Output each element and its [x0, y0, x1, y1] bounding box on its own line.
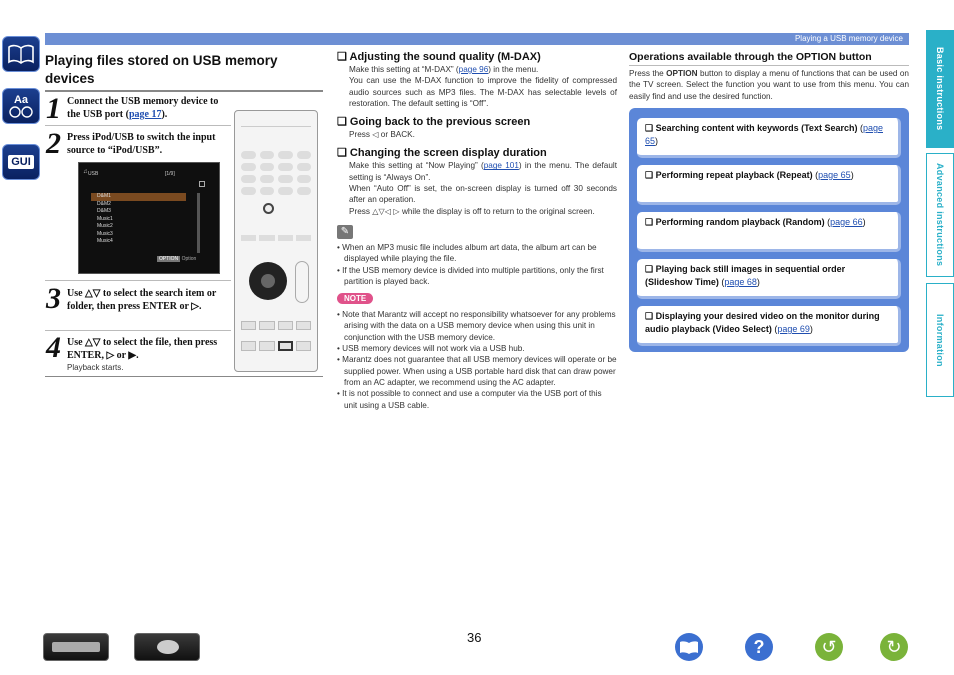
ipod-usb-button [263, 203, 274, 214]
screen-file-item: D&M3 [97, 208, 111, 214]
help-question-icon[interactable]: ? [745, 633, 773, 661]
text: Press the [629, 69, 667, 78]
column-3 [629, 50, 909, 102]
bullet-item: • Note that Marantz will accept no responsibility whatsoever for any problems arising with the data on a USB memory device when using this unit in conjunction with the USB memory device. [337, 310, 616, 342]
duration-p2: When “Auto Off” is set, the on-screen display is turned off 30 seconds after an operation. [349, 184, 617, 205]
bullet-item: • It is not possible to connect and use a computer via the USB port of this unit using a USB cable. [337, 389, 602, 410]
checkbox-icon: ❏ [645, 217, 656, 227]
option-item-text: Playing back still images in sequential order (Slideshow Time) [645, 264, 846, 287]
text: ) in the menu. [488, 65, 539, 74]
screen-file-list [91, 193, 186, 246]
step-2-text: Press iPod/USB to switch the input source to “iPod/USB”. [67, 132, 216, 156]
back-p1: Press ◁ or BACK. [349, 130, 415, 140]
bullet-text: Note that Marantz will accept no responsibility whatsoever for any problems arising with the data on a USB memory device when using this unit in conjunction with the USB memory device. [342, 310, 616, 342]
rear-panel-icon[interactable] [134, 633, 200, 661]
option-item[interactable]: ❏ Displaying your desired video on the monitor during audio playback (Video Select) (page 69) [637, 306, 901, 346]
duration-p3: Press △▽◁ ▷ while the display is off to return to the original screen. [349, 206, 595, 216]
page-link[interactable]: page 65 [645, 123, 883, 146]
tab-basic-instructions[interactable] [926, 30, 954, 148]
heading-text: Going back to the previous screen [349, 116, 531, 129]
tips-list [337, 242, 617, 287]
bullet-text: If the USB memory device is divided into multiple partitions, only the first partition is played back. [342, 265, 604, 286]
cursor-pad [249, 262, 287, 300]
page-number: 36 [467, 630, 482, 645]
page-link[interactable]: page 69 [777, 324, 810, 334]
volume-rocker [295, 261, 309, 303]
option-label: Option [181, 256, 197, 262]
screen-source: USB [88, 171, 99, 177]
mdax-p2: You can use the M-DAX function to improve the fidelity of compressed audio sources such as MP3 files. The M-DAX has selectable levels of restoration. The default setting is “Off”. [349, 76, 617, 108]
text: ) in the menu. The default setting is “Always On”. [349, 161, 618, 182]
remote-transport-buttons [241, 341, 311, 351]
step-text-after: ). [161, 109, 168, 120]
bullet-text: Marantz does not guarantee that all USB memory devices will operate or be supplied power. When using a USB portable hard disk that can draw power from an AC adapter, we recommend using the AC adapter. [342, 355, 617, 387]
heading-text: Adjusting the sound quality (M-DAX) [349, 51, 541, 63]
option-button-name: OPTION [666, 69, 698, 78]
page-link[interactable]: page 68 [724, 277, 757, 287]
book-icon[interactable] [2, 36, 40, 72]
screen-file-item: Music4 [97, 238, 113, 244]
screen-file-item: Music2 [97, 223, 113, 229]
scrollbar [197, 193, 200, 253]
option-heading: Operations available through the OPTION button [629, 50, 909, 66]
option-item[interactable]: ❏ Searching content with keywords (Text Search) (page 65) [637, 118, 901, 158]
tab-advanced-instructions[interactable] [926, 153, 954, 277]
option-item[interactable]: ❏ Performing repeat playback (Repeat) (page 65) [637, 165, 901, 205]
screen-file-item: D&M1 [91, 193, 186, 201]
screen-file-item: D&M2 [97, 200, 111, 207]
screen-counter: [1/9] [165, 171, 175, 177]
bullet-item: • USB memory devices will not work via a USB hub. [337, 344, 525, 354]
option-item-text: Performing random playback (Random) [655, 217, 825, 227]
enter-button [261, 274, 275, 288]
column-2 [337, 50, 617, 411]
remote-top-row [241, 117, 311, 127]
tab-label: Basic instructions [935, 47, 945, 131]
font-size-icon-label: Aa [13, 94, 29, 106]
screen-option-hint: OPTION Option [159, 256, 197, 262]
section-header-bar [45, 33, 909, 45]
tab-label: Information [935, 313, 945, 367]
mdax-p1 [349, 64, 617, 75]
option-intro [629, 68, 909, 102]
text: button to display a menu of functions that can be used on the TV screen. Select the function you want to use from this menu. You can easily find and use the desired function. [629, 69, 909, 101]
screen-file-item: Music1 [97, 215, 113, 222]
remote-input-buttons [241, 151, 311, 195]
step-number: 2 [46, 127, 61, 160]
remote-control-illustration [234, 110, 318, 372]
option-item-text: Performing repeat playback (Repeat) [655, 170, 813, 180]
gui-icon[interactable] [2, 144, 40, 180]
step-1-text [67, 95, 227, 121]
text: Make this setting at “Now Playing” ( [349, 161, 484, 171]
checkbox-icon: ❏ [645, 311, 656, 321]
usb-music-icon: ♫ [83, 169, 88, 175]
bullet-item: • When an MP3 music file includes album art data, the album art can be displayed while playing the file. [337, 242, 597, 264]
notes-list [337, 309, 617, 411]
bullet-text: When an MP3 music file includes album art data, the album art can be displayed while playing the file. [342, 242, 597, 264]
bullet-text: USB memory devices will not work via a USB hub. [342, 344, 525, 354]
checkbox-icon: ❏ [645, 264, 656, 274]
option-item[interactable]: ❏ Performing random playback (Random) (page 66) [637, 212, 901, 252]
front-panel-icon[interactable] [43, 633, 109, 661]
step-text: Connect the USB memory device to the USB port ( [67, 96, 219, 120]
checkbox-icon: ❏ [645, 123, 656, 133]
page-link[interactable]: page 96 [458, 65, 489, 74]
page-title: Playing files stored on USB memory devices [45, 53, 278, 86]
step-number: 4 [46, 331, 61, 364]
folder-icon [199, 181, 205, 187]
section-title: Playing a USB memory device [794, 34, 903, 43]
step-4-text: Use △▽ to select the file, then press ENTER, ▷ or ▶. [67, 337, 218, 361]
remote-number-buttons [241, 321, 311, 330]
option-item[interactable]: ❏ Playing back still images in sequential order (Slideshow Time) (page 68) [637, 259, 901, 299]
duration-p1 [349, 160, 617, 183]
option-item-text: Displaying your desired video on the monitor during audio playback (Video Select) [645, 311, 880, 334]
heading-back: ❏ Going back to the previous screen [337, 116, 531, 129]
back-arrow-icon[interactable]: ↺ [815, 633, 843, 661]
option-item-text: Searching content with keywords (Text Search) [655, 123, 858, 133]
heading-text: Changing the screen display duration [349, 147, 547, 160]
text: Make this setting at “M-DAX” ( [349, 65, 459, 74]
tab-information[interactable] [926, 283, 954, 397]
screen-file-item: Music3 [97, 230, 113, 237]
page-link[interactable]: page 101 [483, 161, 519, 171]
divider [45, 330, 231, 331]
bullet-text: It is not possible to connect and use a computer via the USB port of this unit using a USB cable. [342, 389, 602, 410]
contents-book-icon[interactable] [675, 633, 703, 661]
bullet-item: • Marantz does not guarantee that all USB memory devices will operate or be supplied power. When using a USB portable hard disk that can draw power from an AC adapter, we recommend using the AC adapter. [337, 355, 617, 387]
font-size-icon[interactable] [2, 88, 40, 124]
checkbox-icon: ❏ [645, 170, 656, 180]
remote-mode-buttons [241, 235, 311, 241]
bullet-item: • If the USB memory device is divided into multiple partitions, only the first partition is played back. [337, 265, 604, 286]
step-number: 3 [46, 282, 61, 315]
step-4-subtext: Playback starts. [67, 363, 124, 372]
divider [45, 125, 231, 126]
gui-screen-preview [78, 162, 220, 274]
step-3-text: Use △▽ to select the search item or folder, then press ENTER or ▷. [67, 288, 217, 312]
heading-mdax: ❏ Adjusting the sound quality (M-DAX) [337, 51, 541, 63]
page-link[interactable]: page 66 [830, 217, 863, 227]
page-link[interactable]: page 17 [128, 109, 162, 120]
forward-arrow-icon[interactable]: ↻ [880, 633, 908, 661]
tab-label: Advanced instructions [935, 163, 945, 267]
gui-icon-label: GUI [8, 155, 34, 169]
heading-display-duration: ❏ Changing the screen display duration [337, 147, 547, 160]
step-number: 1 [46, 92, 61, 125]
pencil-icon: ✎ [337, 225, 353, 239]
page-link[interactable]: page 65 [818, 170, 851, 180]
note-badge: NOTE [337, 293, 373, 304]
divider [45, 280, 231, 281]
